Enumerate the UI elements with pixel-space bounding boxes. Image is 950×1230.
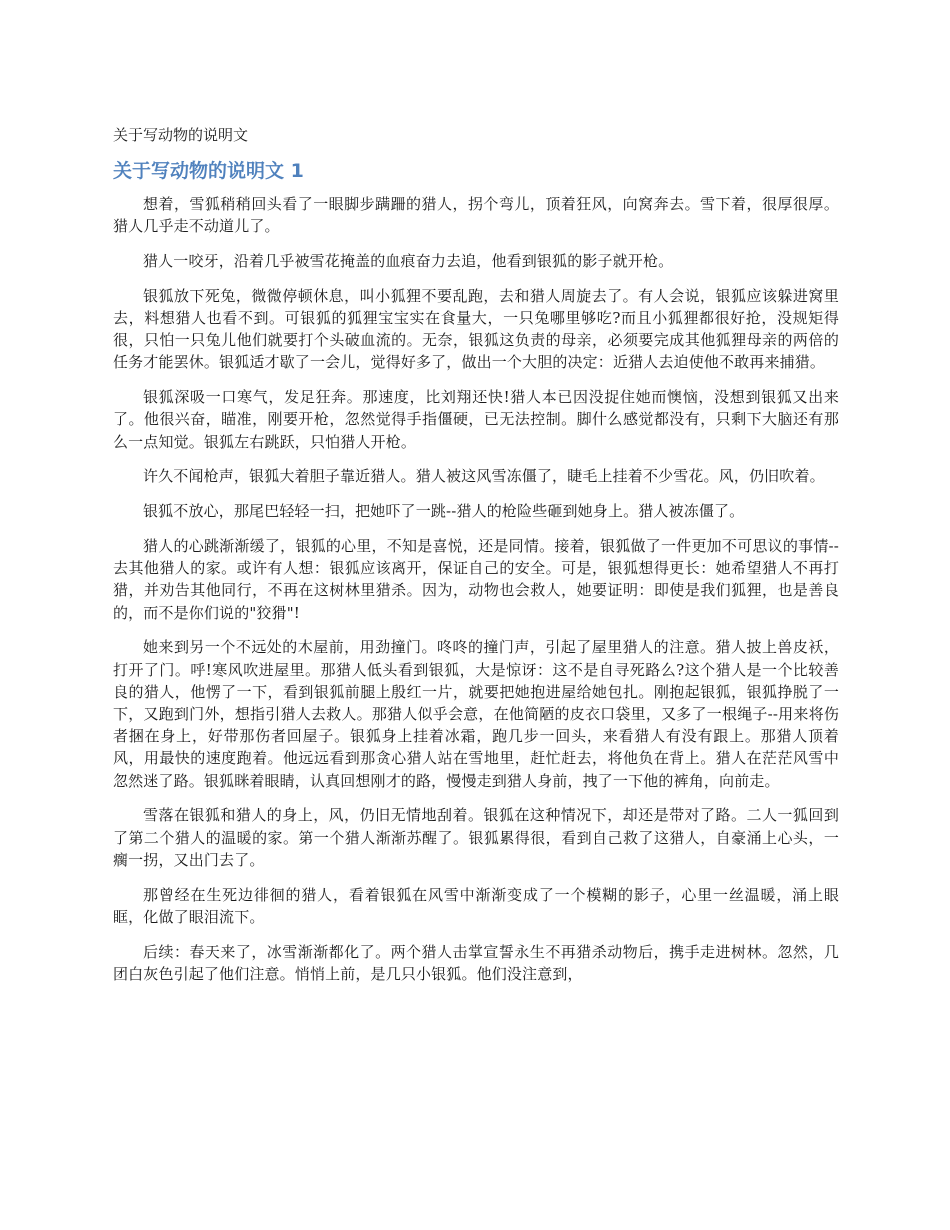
paragraph: 银狐不放心，那尾巴轻轻一扫，把她吓了一跳--猎人的枪险些砸到她身上。猎人被冻僵了。 (143, 502, 745, 521)
article-body (113, 193, 839, 985)
paragraph: 银狐放下死兔，微微停顿休息，叫小狐狸不要乱跑，去和猎人周旋去了。有人会说，银狐应该躲进窝里去，料想猎人也看不到。可银狐的狐狸宝宝实在食量大，一只兔哪里够吃?而且小狐狸都很好抢，没规矩得很，只怕一只兔儿他们就要打个头破血流的。无奈，银狐这负责的母亲，必须要完成其他狐狸母亲的两倍的任务才能罢休。银狐适才歇了一会儿，觉得好多了，做出一个大胆的决定：近猎人去迫使他不敢再来捕猎。 (113, 286, 839, 372)
paragraph: 后续：春天来了，冰雪渐渐都化了。两个猎人击掌宣誓永生不再猎杀动物后，携手走进树林。忽然，几团白灰色引起了他们注意。悄悄上前，是几只小银狐。他们没注意到， (113, 942, 839, 983)
document-page (113, 124, 839, 998)
document-title: 关于写动物的说明文 (113, 126, 249, 144)
paragraph: 银狐深吸一口寒气，发足狂奔。那速度，比刘翔还快!猎人本已因没捉住她而懊恼，没想到银狐又出来了。他很兴奋，瞄准，刚要开枪，忽然觉得手指僵硬，已无法控制。脚什么感觉都没有，只剩下大脑还有那么一点知觉。银狐左右跳跃，只怕猎人开枪。 (113, 388, 839, 451)
section-heading: 关于写动物的说明文 1 (113, 160, 304, 182)
paragraph: 她来到另一个不远处的木屋前，用劲撞门。咚咚的撞门声，引起了屋里猎人的注意。猎人披上兽皮袄，打开了门。呼!寒风吹进屋里。那猎人低头看到银狐，大是惊讶：这不是自寻死路么?这个猎人是一个比较善良的猎人，他愣了一下，看到银狐前腿上殷红一片，就要把她抱进屋给她包扎。刚抱起银狐，银狐挣脱了一下，又跑到门外，想指引猎人去救人。那猎人似乎会意，在他简陋的皮衣口袋里，又多了一根绳子--用来将伤者捆在身上，好带那伤者回屋子。银狐身上挂着冰霜，跑几步一回头，来看猎人有没有跟上。那猎人顶着风，用最快的速度跑着。他远远看到那贪心猎人站在雪地里，赶忙赶去，将他负在背上。猎人在茫茫风雪中忽然迷了路。银狐眯着眼睛，认真回想刚才的路，慢慢走到猎人身前，拽了一下他的裤角，向前走。 (113, 638, 839, 790)
paragraph: 雪落在银狐和猎人的身上，风，仍旧无情地刮着。银狐在这种情况下，却还是带对了路。二人一狐回到了第二个猎人的温暖的家。第一个猎人渐渐苏醒了。银狐累得很，看到自己救了这猎人，自豪涌上心头，一瘸一拐，又出门去了。 (113, 806, 839, 869)
paragraph: 许久不闻枪声，银狐大着胆子靠近猎人。猎人被这风雪冻僵了，睫毛上挂着不少雪花。风，仍旧吹着。 (143, 467, 825, 486)
paragraph: 猎人的心跳渐渐缓了，银狐的心里，不知是喜悦，还是同情。接着，银狐做了一件更加不可思议的事情--去其他猎人的家。或许有人想：银狐应该离开，保证自己的安全。可是，银狐想得更长：她希望猎人不再打猎，并劝告其他同行，不再在这树林里猎杀。因为，动物也会救人，她要证明：即使是我们狐狸，也是善良的，而不是你们说的"狡猾"! (113, 537, 839, 622)
paragraph: 猎人一咬牙，沿着几乎被雪花掩盖的血痕奋力去追，他看到银狐的影子就开枪。 (143, 252, 674, 270)
paragraph: 那曾经在生死边徘徊的猎人，看着银狐在风雪中渐渐变成了一个模糊的影子，心里一丝温暖，涌上眼眶，化做了眼泪流下。 (113, 885, 839, 926)
paragraph: 想着，雪狐稍稍回头看了一眼脚步蹒跚的猎人，拐个弯儿，顶着狂风，向窝奔去。雪下着，很厚很厚。猎人几乎走不动道儿了。 (113, 195, 839, 236)
